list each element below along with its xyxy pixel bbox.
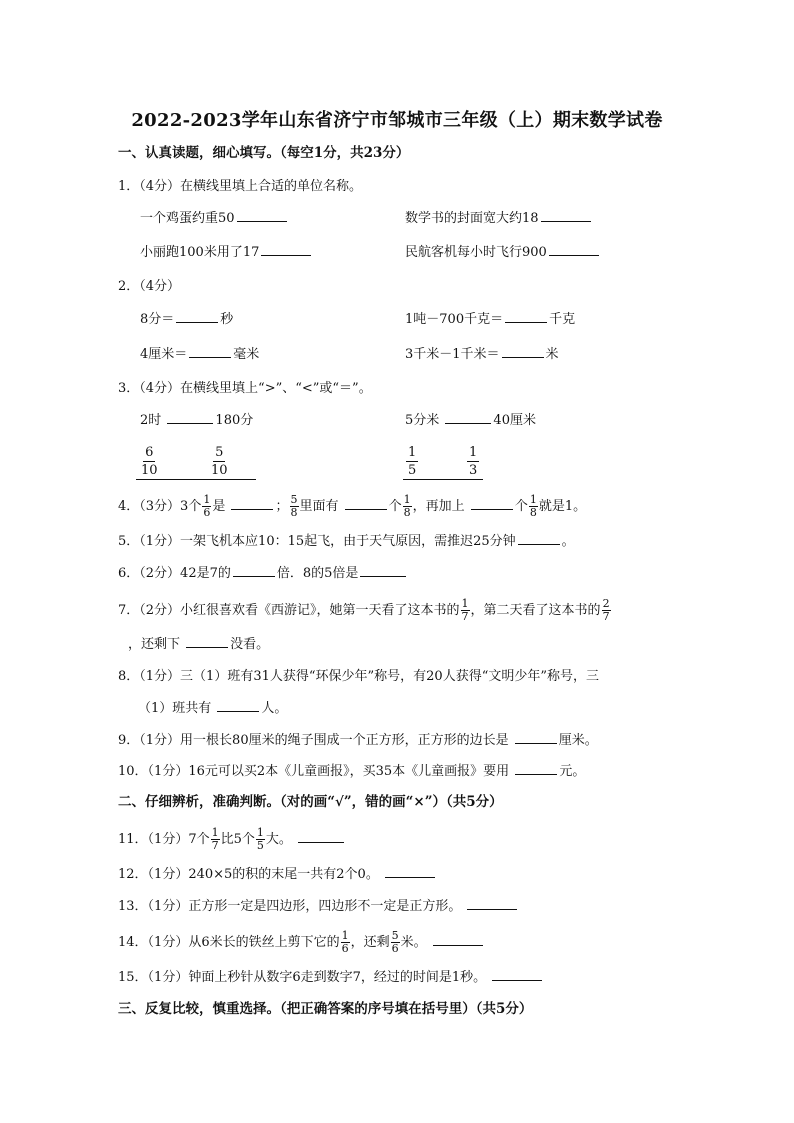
question-1a: 一个鸡蛋约重50 <box>140 208 289 230</box>
fraction: $\frac{1}{8}$ <box>403 493 411 519</box>
question-2d: 3千米－1千米＝ 米 <box>405 347 559 362</box>
answer-blank[interactable] <box>492 968 542 981</box>
answer-blank[interactable] <box>467 897 517 910</box>
answer-blank[interactable] <box>298 830 344 843</box>
answer-blank[interactable] <box>233 564 275 577</box>
question-1c: 小丽跑100米用了17 <box>140 242 313 264</box>
fraction: 1 3 <box>469 445 478 478</box>
answer-blank[interactable] <box>261 243 311 256</box>
question-1b: 数学书的封面宽大约18 <box>405 208 593 230</box>
question-5: 5．（1分）一架飞机本应10：15起飞，由于天气原因，需推迟25分钟 。 <box>118 534 575 549</box>
question-7-line-2: ，还剩下 没看。 <box>128 637 270 652</box>
answer-blank[interactable] <box>549 243 599 256</box>
fraction: $\frac{1}{7}$ <box>211 826 219 852</box>
question-8-line-2: （1）班共有 人。 <box>138 701 288 716</box>
answer-blank[interactable] <box>345 497 387 510</box>
question-3b: 5分米 40厘米 <box>405 413 536 428</box>
answer-blank[interactable] <box>471 497 513 510</box>
answer-blank[interactable] <box>217 699 259 712</box>
question-12: 12．（1分）240×5的积的末尾一共有2个0。 <box>118 864 437 886</box>
answer-blank[interactable] <box>515 762 557 775</box>
question-6: 6．（2分）42是7的 倍．8的5倍是 <box>118 563 408 585</box>
answer-blank[interactable] <box>505 310 547 323</box>
page-title: 2022-2023学年山东省济宁市邹城市三年级（上）期末数学试卷 <box>131 110 663 131</box>
question-7-line-1: 7．（2分）小红很喜欢看《西游记》，她第一天看了这本书的 $\frac{1}{7}$ ，第二天看了这本书的 $\frac{2}{7}$ <box>118 597 610 623</box>
fraction: $\frac{5}{6}$ <box>391 929 399 955</box>
answer-blank[interactable] <box>445 411 491 424</box>
section-1-heading: 一、认真读题，细心填写。（每空1分，共23分） <box>118 145 410 161</box>
answer-blank[interactable] <box>186 635 228 648</box>
question-2b: 1吨－700千克＝ 千克 <box>405 312 576 327</box>
answer-blank[interactable] <box>176 310 218 323</box>
question-10: 10．（1分）16元可以买2本《儿童画报》，买35本《儿童画报》要用 元。 <box>118 764 586 779</box>
answer-blank[interactable] <box>167 411 213 424</box>
fraction: 1 5 <box>408 445 417 478</box>
fraction: $\frac{2}{7}$ <box>602 597 610 623</box>
answer-blank[interactable] <box>237 209 287 222</box>
answer-blank[interactable] <box>433 933 483 946</box>
answer-blank[interactable] <box>518 532 560 545</box>
answer-blank[interactable] <box>385 865 435 878</box>
question-3a: 2时 180分 <box>140 413 254 428</box>
question-2-stem: 2．（4分） <box>118 279 181 294</box>
fraction: $\frac{1}{5}$ <box>256 826 264 852</box>
fraction: $\frac{1}{6}$ <box>341 929 349 955</box>
answer-blank[interactable] <box>136 479 256 480</box>
question-9: 9．（1分）用一根长80厘米的绳子围成一个正方形，正方形的边长是 厘米。 <box>118 733 598 748</box>
answer-blank[interactable] <box>189 345 231 358</box>
question-2c: 4厘米＝ 毫米 <box>140 347 260 362</box>
question-13: 13．（1分）正方形一定是四边形，四边形不一定是正方形。 <box>118 896 519 918</box>
fraction: 5 10 <box>211 445 228 478</box>
fraction: $\frac{1}{6}$ <box>203 493 211 519</box>
question-1-stem: 1．（4分）在横线里填上合适的单位名称。 <box>118 179 363 194</box>
answer-blank[interactable] <box>515 731 557 744</box>
question-14: 14．（1分）从6米长的铁丝上剪下它的 $\frac{1}{6}$ ，还剩 $\frac{5}{6}$ 米。 <box>118 930 485 955</box>
question-11: 11．（1分）7个 $\frac{1}{7}$ 比5个 $\frac{1}{5}$ 大。 <box>118 827 346 852</box>
fraction: $\frac{5}{8}$ <box>290 493 298 519</box>
fraction: 6 10 <box>141 445 158 478</box>
answer-blank[interactable] <box>502 345 544 358</box>
answer-blank[interactable] <box>231 497 273 510</box>
fraction: $\frac{1}{7}$ <box>461 597 469 623</box>
fraction: $\frac{1}{8}$ <box>529 493 537 519</box>
section-2-heading: 二、仔细辨析，准确判断。（对的画“√”，错的画“×”）（共5分） <box>118 794 503 810</box>
question-3-stem: 3．（4分）在横线里填上“>”、“<”或“＝”。 <box>118 381 372 396</box>
question-1d: 民航客机每小时飞行900 <box>405 242 601 264</box>
question-8-line-1: 8．（1分）三（1）班有31人获得“环保少年”称号，有20人获得“文明少年”称号，三 <box>118 669 599 684</box>
answer-blank[interactable] <box>360 564 406 577</box>
question-4: 4．（3分）3个 $\frac{1}{6}$ 是 ； $\frac{5}{8}$ 里面有 个 $\frac{1}{8}$ ，再加上 个 $\frac{1}{8}$ 就是1。 <box>118 493 587 519</box>
question-2a: 8分＝ 秒 <box>140 312 234 327</box>
answer-blank[interactable] <box>541 209 591 222</box>
question-15: 15．（1分）钟面上秒针从数字6走到数字7，经过的时间是1秒。 <box>118 967 544 989</box>
section-3-heading: 三、反复比较，慎重选择。（把正确答案的序号填在括号里）（共5分） <box>118 1001 533 1017</box>
answer-blank[interactable] <box>403 479 483 480</box>
